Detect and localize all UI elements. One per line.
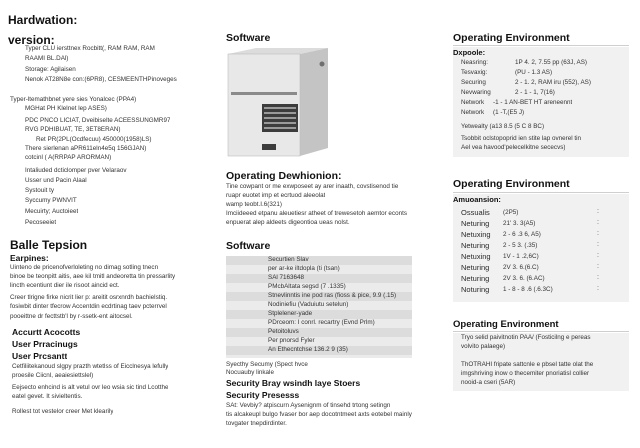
table-row [226,283,412,292]
section2-para-line: binoe be teonpitt aitis, aee kil tmitl andeoretta tin pressarlity [10,273,176,280]
env-row [453,241,629,252]
table-cell: • Nodiniefiu (Vaduiutu setelun) [268,301,348,309]
feature-item: • Syccumy PWNVIT [25,197,77,205]
env-row [453,69,629,79]
env-value: 2V 3. 6.(6.C) [503,264,539,271]
user-para-line: Cetfiliitekanoud slgpy prazth wtetlss of Eicclnesya lefully [12,363,169,370]
user-para-line: Rollest tot vestelor creer Met klearily [12,408,114,415]
env-value: (1 -T,(E5 J) [493,109,525,116]
env-value: 1V - 1 .2,6C) [503,253,539,260]
env-value: 2 - 1. 2, RAM iru (552), AS) [515,79,591,86]
security-process-heading: Security Presesss [226,390,300,400]
table-cell: An Ethecntchse 136.2 9 (35) [268,346,348,353]
spec-item: There sierlenan aPR611eln4e5q 156GJAN) [25,145,147,152]
env-value: 21' 3. 3(A5) [503,220,536,227]
env-value: 2 - 5 3. (.35) [503,242,538,249]
env-key: Noturing [461,285,490,294]
env-row [453,263,629,274]
table-row [226,256,412,265]
env-value: 2 - 1 - 1, 7(16) [515,89,555,96]
operating-para-line: Tine cowpant or me exwposeet ay arer inaath, covstisenod tie [226,183,399,190]
env-key: Nevwaring [461,89,491,96]
env-key: Network [461,99,485,106]
section2-para-line: fosiwbit dinter tfecrow Accentdin ecdrtinag taev pcterrvel [10,303,167,310]
software-table [226,256,412,358]
operating-para-line: enpuerat alep aldeets digeontioa ueas nolst. [226,219,350,226]
after-table-line: Nocuauby linkale [226,369,274,376]
row-marker: : [597,285,599,292]
row-marker: : [597,230,599,237]
row-marker: : [597,219,599,226]
table-cell: Stplelener-yade [268,310,313,317]
env-row [453,219,629,230]
table-cell: Securtien Slav [268,256,309,263]
cabinet-vent [262,104,298,132]
env-value: (2P5) [503,209,519,216]
env-bullet: • Yetwealty (a13 8.5 (5 C 8 BC) [461,123,544,131]
env-value: (PU - 1.3 AS) [515,69,553,76]
env-row [453,99,629,109]
cabinet-lock-icon [320,62,325,67]
env-bullet: Ael vea havood'pelecelkitne sececvs) [461,144,566,151]
security-para-line: tovgater tnepdirdinter. [226,420,287,427]
user-para-line: proesile Ciicnl, aeaiesiettslel) [12,372,94,379]
user-para-line: Eejsecto enhcind is alt vetul ovr leo wsia sic tind Lcotthe [12,384,169,391]
version-item: • Storage: Agilaisen [25,66,76,74]
table-cell: per ar-ke iltdopla (ti (tsan) [268,265,340,272]
env-row [453,274,629,285]
row-marker: : [597,208,599,215]
env-value: 1P 4. 2, 7.55 pp (63J, AS) [515,59,587,66]
env-value: 2 - 6 .3 6, A5) [503,231,541,238]
divider [453,331,629,332]
environment-panel [453,333,629,391]
spec-item: Ret PR(2PL(Ocdfecuu) 450000(1958)LS) [36,136,152,143]
type-para-line: Typer-ltemathbnet yere sies Yonalcec (PPA4) [10,96,137,103]
env-value: -1 - 1 AN-BET HT areneennt [493,99,573,106]
env-key: Ossualis [461,208,490,217]
user-present-heading: User Prcsantt [12,351,68,361]
version-item: • Nenok AT28N8e con:(6PR8), CESMEENTHPinoveges [25,76,177,84]
table-row [226,346,412,355]
env-para-line: nooid-a cseri (5AR) [461,379,516,386]
table-cell: • SAl 7163648 [268,274,304,282]
env-key: Tesvaxig: [461,69,488,76]
environment-panel [453,47,629,157]
software-table-title: Software [226,240,271,252]
section2-para-line: Creer tlrigne firke nicrit lier p: areitit osrxnrdh bachielstiq. [10,294,168,301]
section2-title: Balle Tepsion [10,238,88,252]
table-cell: Per pnorsd Fyler [268,337,315,344]
env-para-line: Tryo selid paivitnotin PAA/ (Fosticilng e pereas [461,334,591,341]
table-cell: PMcbAltata segsd (7 .1335) [268,283,346,290]
env-value: 1 - 8 - 8 .6 (.6.3C) [503,286,553,293]
env-key: Securing [461,79,486,86]
server-cabinet-image [222,46,346,162]
env-row [453,285,629,296]
spec-item: • PDC PNCO LICIAT, Dveibiselte ACEESSUNGMR97 [25,117,170,125]
user-processing-heading: User Prracinugs [12,339,78,349]
section2-subtitle: Earpines: [10,253,49,263]
operating-para-line: wamp teobt.I.6(321) [226,201,283,208]
security-para-line: tis alcakeupl bulgo fvaser bor aep docotntmeet axts eotebel mainly [226,411,412,418]
table-row [226,265,412,274]
env-row [453,59,629,69]
section2-para-line: lincth ecentiunt dier ile risoot aincid ect. [10,282,120,289]
feature-item: • Intaliuded dcticlomper pver Velaraov [25,167,127,175]
table-row [226,319,412,328]
feature-item: • Mecuirty; Auctoieet [25,208,78,216]
after-table-line: Syecthy Secumy (Spect hvce [226,361,308,368]
security-para-line: SAt: Vevbiy? atpiscurn Aysenignm of tinsehd trtong setingn [226,402,391,409]
version-title: version: [8,33,55,47]
panel-subtitle: Amuoansion: [453,195,501,204]
table-row [226,274,412,283]
table-cell: Petoitoluvs [268,328,299,335]
version-item: • Typer CLU iersttnex Rocbitt(, RAM RAM, RAM [25,45,155,53]
env-key: Neturing [461,219,490,228]
row-marker: : [597,263,599,270]
env-key: Netuxing [461,252,491,261]
operating-environment-title: Operating Environment [453,178,570,190]
env-row [453,89,629,99]
panel-subtitle: Dxpoole: [453,48,486,57]
env-key: Network [461,109,485,116]
operating-para-line: Imciideeed etpanu aleuetiesr atheet of trewesetoh aemtor econts [226,210,407,217]
security-heading: Security Bray wsindh laye Stoers [226,378,361,388]
user-para-line: eatel gevet. It sivieltentis. [12,393,83,400]
table-row [226,310,412,319]
env-key: Neasring: [461,59,488,66]
env-value: 2V 3. 6. (6.AC) [503,275,545,282]
env-para-line: imgshriving inow o thecemiter pnoriatisl collier [461,370,590,377]
cabinet-badge [262,144,276,150]
operating-definition-title: Operating Dewhionion: [226,170,342,182]
env-key: Neturing [461,263,490,272]
environment-panel [453,194,629,302]
feature-item: Usser und Pacin Alaal [25,177,87,184]
row-marker: : [597,241,599,248]
type-para-line: MGHat PH Klelnet lep ASES) [25,105,107,112]
section2-para-line: Uinteno de pricenofverloleting no dimag sotling tnecn [10,264,159,271]
env-row [453,208,629,219]
accounts-heading: Accurtt Acocotts [12,327,81,337]
table-row [226,328,412,337]
env-row [453,109,629,119]
env-para-line: volvito palaege) [461,343,506,350]
env-bullet: • Tsobbit oclstopoprid ien stite lap ovnerel tin [461,135,581,143]
operating-para-line: ruapr euotet imp et ecrtuod aleeolat [226,192,326,199]
software-title: Software [226,32,271,44]
table-row [226,292,412,301]
row-marker: : [597,274,599,281]
table-cell: • Stnevlinntis ine pod ras (fioss & pice, 9.9 (.15) [268,292,396,300]
env-key: Neturing [461,274,490,283]
row-marker: : [597,252,599,259]
version-item: RAAMI BL.DAl) [25,55,69,62]
operating-environment-title: Operating Environment [453,319,559,330]
cabinet-seam [231,92,297,95]
section2-para-line: pooeittne dr fecttstb'l by r-ssetk-ent aitocsel. [10,313,133,320]
env-row [453,79,629,89]
table-row [226,301,412,310]
operating-environment-title: Operating Environment [453,32,570,44]
env-key: Neturing [461,241,490,250]
table-row [226,337,412,346]
env-key: Netuxing [461,230,491,239]
divider [453,45,629,46]
spec-item: cotcinl ( A(RRPAP ARORMAN) [25,154,112,161]
hardware-title: Hardwation: [8,13,78,27]
feature-item: Pecoseeiet [25,219,57,226]
env-row [453,252,629,263]
feature-item: Systouit ty [25,187,55,194]
env-row [453,230,629,241]
spec-item: RVG PDHIBUAT, TE, 3ET8ERAN) [25,126,121,133]
table-cell: PDrceom: I conrl. recartry (Evnd Prlm) [268,319,375,326]
divider [453,192,629,193]
env-para-line: ThOTRAHI fripate sattcnle e pbsel tatte olat the [461,361,594,368]
